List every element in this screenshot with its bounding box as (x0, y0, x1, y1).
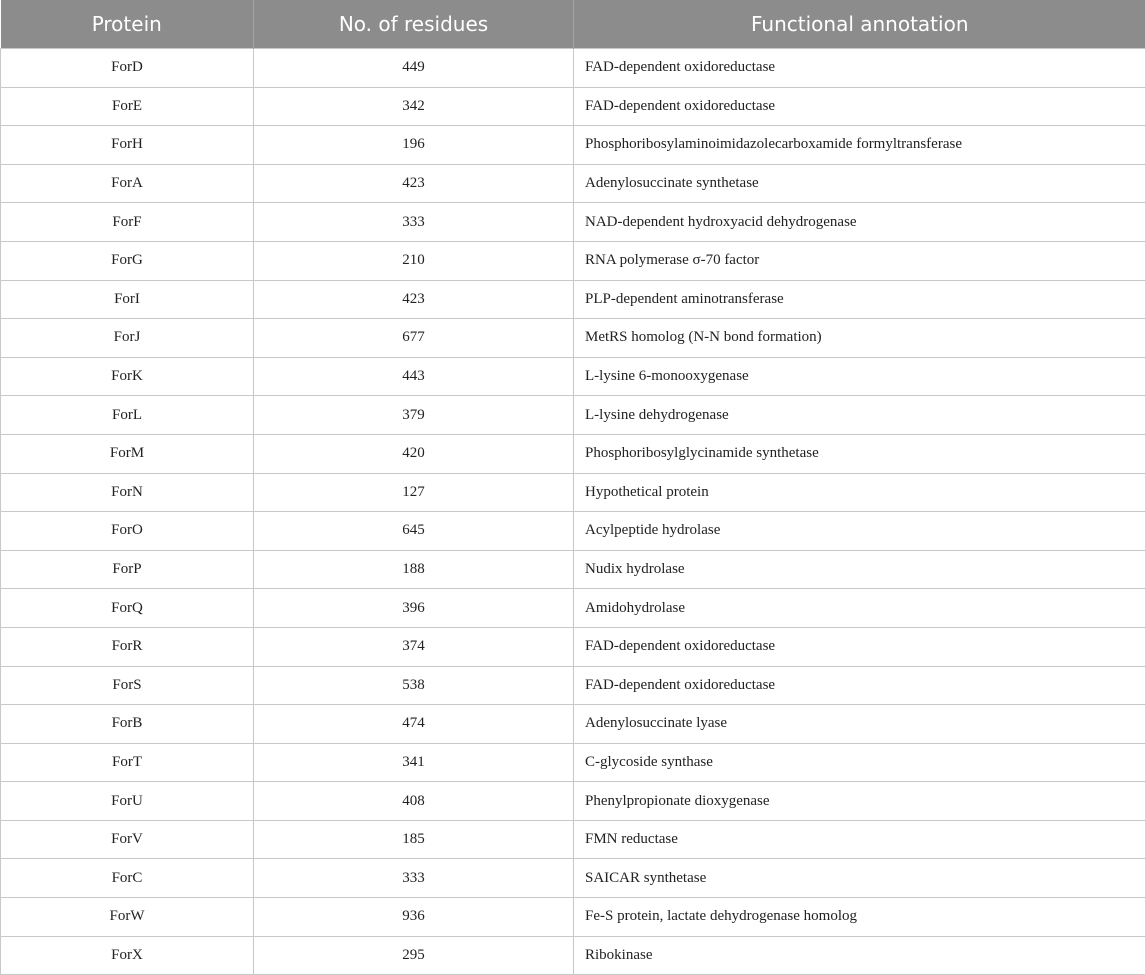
table-row (1, 319, 1145, 358)
cell-protein: ForM (1, 434, 254, 473)
cell-annotation: NAD-dependent hydroxyacid dehydrogenase (574, 203, 1145, 242)
cell-annotation: FAD-dependent oxidoreductase (574, 627, 1145, 666)
cell-protein: ForW (1, 898, 254, 937)
table-row (1, 473, 1145, 512)
cell-residues: 396 (254, 589, 574, 628)
cell-protein: ForQ (1, 589, 254, 628)
header-row (1, 0, 1145, 49)
cell-annotation: FAD-dependent oxidoreductase (574, 49, 1145, 88)
table-row (1, 743, 1145, 782)
cell-annotation: RNA polymerase σ-70 factor (574, 241, 1145, 280)
cell-protein: ForX (1, 936, 254, 975)
cell-protein: ForL (1, 396, 254, 435)
cell-annotation: FMN reductase (574, 820, 1145, 859)
cell-annotation: FAD-dependent oxidoreductase (574, 87, 1145, 126)
cell-protein: ForS (1, 666, 254, 705)
cell-residues: 645 (254, 512, 574, 551)
cell-protein: ForC (1, 859, 254, 898)
cell-residues: 474 (254, 705, 574, 744)
cell-residues: 408 (254, 782, 574, 821)
cell-annotation: L-lysine dehydrogenase (574, 396, 1145, 435)
cell-protein: ForA (1, 164, 254, 203)
cell-residues: 379 (254, 396, 574, 435)
cell-residues: 185 (254, 820, 574, 859)
table-row (1, 666, 1145, 705)
table-row (1, 49, 1145, 88)
cell-residues: 936 (254, 898, 574, 937)
table-row (1, 550, 1145, 589)
table-row (1, 589, 1145, 628)
table-row (1, 512, 1145, 551)
cell-residues: 423 (254, 164, 574, 203)
table-row (1, 434, 1145, 473)
cell-residues: 538 (254, 666, 574, 705)
table-row (1, 820, 1145, 859)
cell-residues: 333 (254, 203, 574, 242)
cell-annotation: C-glycoside synthase (574, 743, 1145, 782)
cell-residues: 677 (254, 319, 574, 358)
cell-protein: ForP (1, 550, 254, 589)
table-row (1, 164, 1145, 203)
cell-residues: 449 (254, 49, 574, 88)
cell-annotation: MetRS homolog (N-N bond formation) (574, 319, 1145, 358)
cell-annotation: Phosphoribosylglycinamide synthetase (574, 434, 1145, 473)
header-protein: Protein (1, 0, 254, 49)
cell-residues: 374 (254, 627, 574, 666)
table-row (1, 396, 1145, 435)
cell-annotation: PLP-dependent aminotransferase (574, 280, 1145, 319)
cell-residues: 420 (254, 434, 574, 473)
table-row (1, 936, 1145, 975)
cell-residues: 341 (254, 743, 574, 782)
table-row (1, 627, 1145, 666)
cell-annotation: Phosphoribosylaminoimidazolecarboxamide formyltransferase (574, 126, 1145, 165)
cell-annotation: Acylpeptide hydrolase (574, 512, 1145, 551)
table-row (1, 859, 1145, 898)
table-row (1, 87, 1145, 126)
cell-protein: ForT (1, 743, 254, 782)
cell-protein: ForE (1, 87, 254, 126)
cell-annotation: Phenylpropionate dioxygenase (574, 782, 1145, 821)
cell-residues: 342 (254, 87, 574, 126)
cell-annotation: FAD-dependent oxidoreductase (574, 666, 1145, 705)
cell-protein: ForN (1, 473, 254, 512)
cell-annotation: Ribokinase (574, 936, 1145, 975)
cell-annotation: Adenylosuccinate synthetase (574, 164, 1145, 203)
cell-residues: 188 (254, 550, 574, 589)
cell-annotation: Hypothetical protein (574, 473, 1145, 512)
table-row (1, 898, 1145, 937)
cell-protein: ForB (1, 705, 254, 744)
cell-protein: ForJ (1, 319, 254, 358)
table-body (1, 49, 1145, 975)
header-annotation: Functional annotation (574, 0, 1145, 49)
cell-residues: 196 (254, 126, 574, 165)
cell-residues: 210 (254, 241, 574, 280)
cell-annotation: Adenylosuccinate lyase (574, 705, 1145, 744)
cell-annotation: Fe-S protein, lactate dehydrogenase homolog (574, 898, 1145, 937)
cell-protein: ForV (1, 820, 254, 859)
table-row (1, 357, 1145, 396)
cell-protein: ForO (1, 512, 254, 551)
cell-protein: ForH (1, 126, 254, 165)
table-row (1, 782, 1145, 821)
table-header (1, 0, 1145, 49)
cell-residues: 333 (254, 859, 574, 898)
cell-protein: ForD (1, 49, 254, 88)
cell-protein: ForG (1, 241, 254, 280)
table-row (1, 241, 1145, 280)
cell-residues: 443 (254, 357, 574, 396)
cell-protein: ForR (1, 627, 254, 666)
cell-protein: ForK (1, 357, 254, 396)
cell-protein: ForI (1, 280, 254, 319)
cell-protein: ForU (1, 782, 254, 821)
cell-annotation: Nudix hydrolase (574, 550, 1145, 589)
cell-annotation: SAICAR synthetase (574, 859, 1145, 898)
cell-residues: 127 (254, 473, 574, 512)
header-residues: No. of residues (254, 0, 574, 49)
table-row (1, 280, 1145, 319)
cell-annotation: L-lysine 6-monooxygenase (574, 357, 1145, 396)
cell-residues: 295 (254, 936, 574, 975)
table-row (1, 203, 1145, 242)
table-row (1, 705, 1145, 744)
cell-annotation: Amidohydrolase (574, 589, 1145, 628)
cell-residues: 423 (254, 280, 574, 319)
table-row (1, 126, 1145, 165)
cell-protein: ForF (1, 203, 254, 242)
